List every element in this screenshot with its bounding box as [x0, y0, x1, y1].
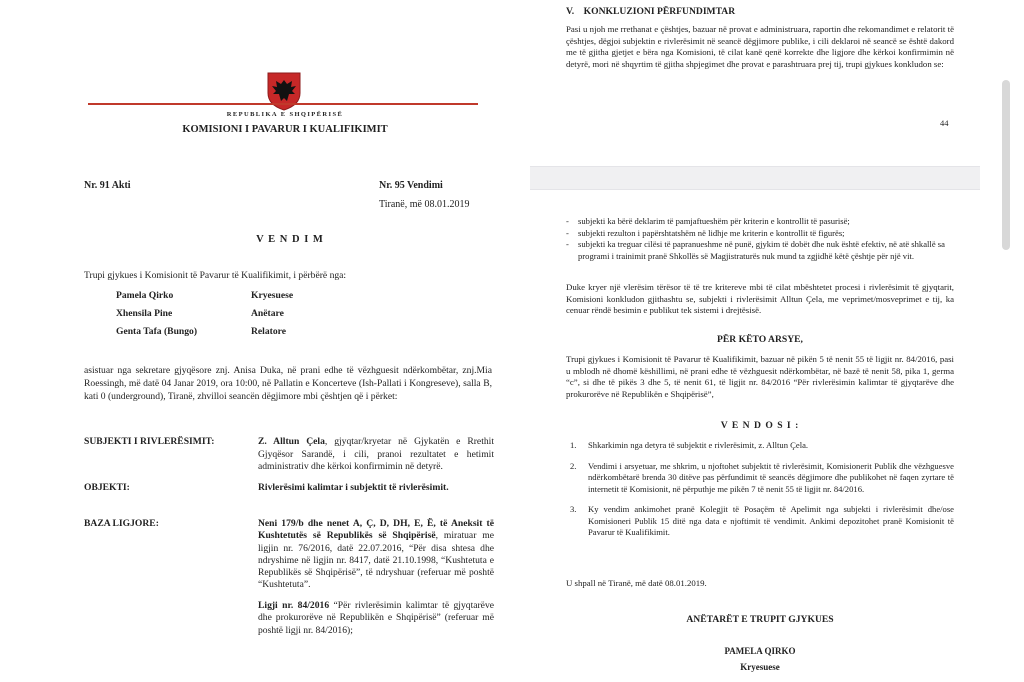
evaluation-paragraph: Duke kryer një vlerësim tërësor të të tre kritereve mbi të cilat mbështetet procesi i rivlerësimit të gjyqtarit, Komisioni konkludon gjithashtu se, subjekti i rivlerësimit Alltun Çela, me veprimet/mosveprimet e tij, ka cenuar rëndë besimin e publikut tek sistemi i drejtësisë. — [566, 282, 954, 316]
signatory-name: PAMELA QIRKO — [724, 646, 796, 656]
decision-number: 1. — [570, 440, 577, 450]
decides-heading: V E N D O S I : — [720, 420, 800, 431]
object-value: Rivlerësimi kalimtar i subjektit të rivlerësimit. — [258, 482, 449, 493]
republic-label: REPUBLIKA E SHQIPËRISË — [226, 111, 344, 118]
conclusion-heading: V. KONKLUZIONI PËRFUNDIMTAR — [566, 6, 736, 17]
decision-text: Vendimi i arsyetuar, me shkrim, u njoftohet subjektit të rivlerësimit, Komisionerit Publik dhe vëzhguesve ndërkombëtarë brenda 30 ditëve pas përfundimit të seancës dëgjimore dhe publikohet në faqen zyrtare të internetit të Komisionit, në përputhje me pikën 7 të nenit 55 të ligjit nr. 84/2016. — [588, 460, 954, 494]
panel-member-role: Relatore — [251, 326, 286, 337]
panel-member-name: Xhensila Pine — [116, 308, 173, 319]
act-number: Nr. 91 Akti — [84, 180, 131, 191]
decision-number: Nr. 95 Vendimi — [379, 180, 443, 191]
place-date: Tiranë, më 08.01.2019 — [379, 199, 470, 210]
legal-basis-label: BAZA LIGJORE: — [84, 518, 159, 529]
finding-text: subjekti ka bërë deklarim të pamjaftueshëm për kriterin e kontrollit të pasurisë; — [578, 216, 850, 226]
reasons-heading: PËR KËTO ARSYE, — [717, 334, 803, 345]
subject-value — [258, 436, 494, 474]
page-number: 44 — [940, 118, 949, 128]
intro-text: Trupi gjykues i Komisionit të Pavarur të Kualifikimit, i përbërë nga: — [84, 270, 347, 281]
list-item: - subjekti rezulton i papërshtatshëm në lidhje me kriterin e kontrollit të figurës; — [566, 227, 845, 238]
hearing-paragraph: asistuar nga sekretare gjyqësore znj. Anisa Duka, në prani edhe të vëzhguesit ndërkombëtar, znj.Mia Roessingh, më datë 04 Janar 2019, ora 10:00, në Pallatin e Koncerteve (Ish-Pallati i Kongreseve), salla B, kati 0 (underground), Tiranë, zhvilloi seancën dëgjimore mbi çështjen që i përket: — [84, 365, 492, 402]
decision-text: Shkarkimin nga detyra të subjektit e rivlerësimit, z. Alltun Çela. — [588, 440, 809, 450]
list-item: - subjekti ka bërë deklarim të pamjaftueshëm për kriterin e kontrollit të pasurisë; — [566, 216, 850, 226]
commission-title: KOMISIONI I PAVARUR I KUALIFIKIMIT — [182, 124, 388, 135]
list-item: - subjekti ka treguar cilësi të papranueshme në punë, gjykim të dobët dhe nuk është efektiv, në atë shkallë sa programi i trainimit pranë Shkollës së Magjistraturës nuk mund ta zgjidhë këtë çështje për një vit. — [566, 239, 945, 261]
decision-number: 3. — [570, 504, 577, 514]
findings-list — [566, 216, 956, 262]
subject-text: , gjyqtar/kryetar në Gjykatën e Rrethit Gjyqësor Sarandë, i cili, pranoi rezultatet e hetimit administrativ dhe kërkoi konfirmimin në detyrë. — [258, 436, 494, 472]
decision-text: Ky vendim ankimohet pranë Kolegjit të Posaçëm të Apelimit nga subjekti i rivlerësimit dhe/ose Komisioneri Publik 15 ditë nga data e njoftimit të vendimit. Ankimi depozitohet pranë Komisionit të Pavarur të Kualifikimit. — [588, 504, 954, 537]
subject-label: SUBJEKTI I RIVLERËSIMIT: — [84, 436, 215, 447]
page-separator — [530, 166, 980, 190]
albanian-emblem-icon — [266, 71, 302, 111]
list-item — [570, 461, 954, 496]
finding-text: subjekti ka treguar cilësi të papranueshme në punë, gjykim të dobët dhe nuk është efektiv, në atë shkallë sa programi i trainimit pranë Shkollës së Magjistraturës nuk mund ta zgjidhë këtë çështje për një vit. — [578, 239, 945, 261]
law-detail: “Për rivlerësimin kalimtar të gjyqtarëve dhe prokurorëve në Republikën e Shqipërisë” (referuar më poshtë ligji nr. 84/2016); — [258, 600, 494, 636]
document-title: V E N D I M — [256, 234, 324, 245]
members-heading: ANËTARËT E TRUPIT GJYKUES — [686, 614, 834, 625]
panel-member-name: Pamela Qirko — [116, 290, 174, 301]
signatory-role: Kryesuese — [740, 662, 780, 672]
law-reference: Ligji nr. 84/2016 — [258, 600, 330, 611]
subject-name: Z. Alltun Çela — [258, 436, 325, 447]
reasons-paragraph: Trupi gjykues i Komisionit të Pavarur të Kualifikimit, bazuar në pikën 5 të nenit 55 të ligjit nr. 84/2016, pasi u mblodh në dhomë këshillimi, në prani edhe të vëzhguesit ndërkombëtar, në bazë të nenit 58, pika 1, germa “c”, si dhe të pikës 3 dhe 5, të nenit 61, të ligjit nr. 84/2016 “Për rivlerësimin kalimtar të gjyqtarëve dhe prokurorëve në Republikën e Shqipërisë”, — [566, 354, 954, 399]
finding-text: subjekti rezulton i papërshtatshëm në lidhje me kriterin e kontrollit të figurës; — [578, 227, 845, 238]
decisions-list — [570, 440, 954, 548]
list-item — [570, 440, 954, 452]
header-divider — [88, 103, 478, 105]
announcement: U shpall në Tiranë, më datë 08.01.2019. — [566, 578, 707, 588]
constitution-reference: Neni 179/b dhe nenet A, Ç, D, DH, E, Ë, të Aneksit të Kushtetutës së Republikës së Shqipërisë — [258, 518, 494, 542]
object-label: OBJEKTI: — [84, 482, 130, 493]
constitution-detail: , miratuar me ligjin nr. 76/2016, datë 22.07.2016, “Për disa shtesa dhe ndryshime në ligjin nr. 8417, datë 21.10.1998, “Kushtetuta e Republikës së Shqipërisë”, të ndryshuar (referuar më poshtë “Kushtetuta”. — [258, 530, 494, 591]
decision-number: 2. — [570, 460, 577, 471]
panel-member-role: Anëtare — [251, 308, 284, 319]
panel-member-name: Genta Tafa (Bungo) — [116, 326, 198, 337]
scrollbar[interactable] — [1002, 80, 1010, 250]
conclusion-paragraph: Pasi u njoh me rrethanat e çështjes, bazuar në provat e administruara, raportin dhe rekomandimet e relatorit të çështjes, dëgjoi subjektin e rivlerësimit në seancë dëgjimore publike, i cili deklaroi në seancë se është dakord me të gjitha gjetjet e bëra nga Komisioni, të cilat kanë qenë korrekte dhe ligjore dhe kërkoi konfirmimin në detyrë, mori në shqyrtim të gjitha shpjegimet dhe provat e parashtruara prej tij, trupi gjykues konkludon se: — [566, 24, 954, 69]
panel-member-role: Kryesuese — [251, 290, 294, 301]
legal-basis-law — [258, 600, 494, 637]
legal-basis-constitution — [258, 518, 494, 592]
list-item — [570, 504, 954, 539]
